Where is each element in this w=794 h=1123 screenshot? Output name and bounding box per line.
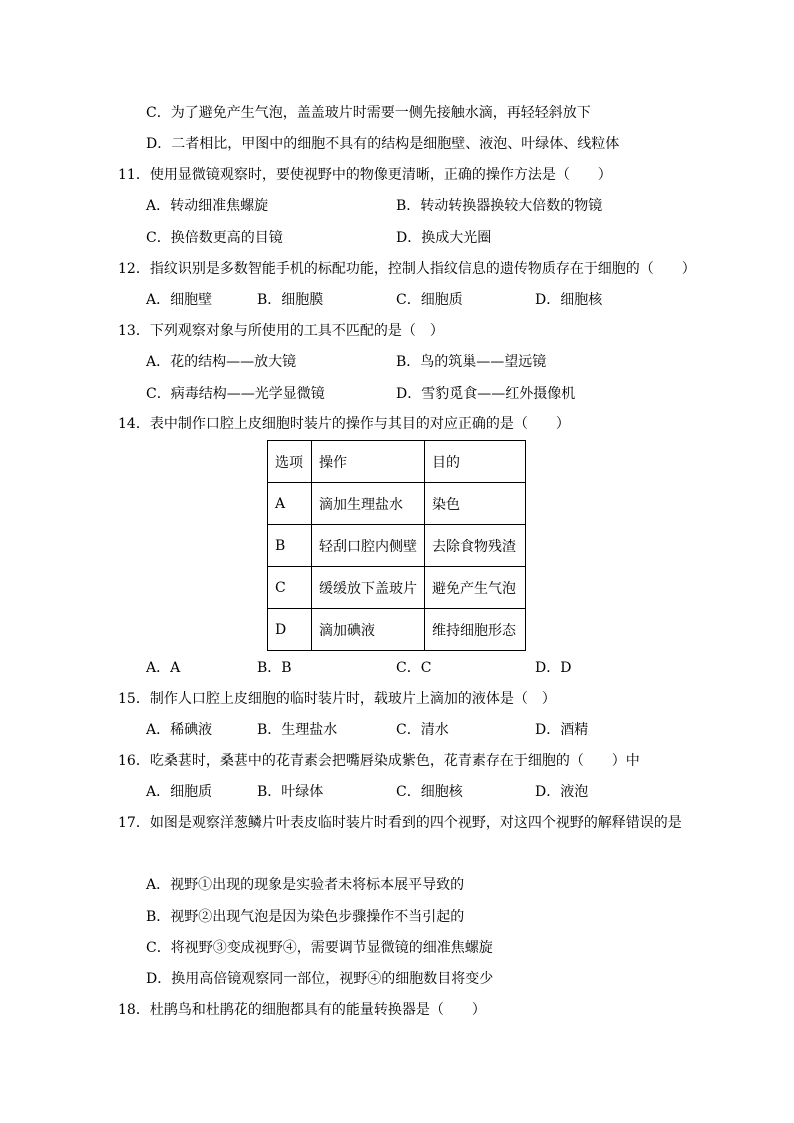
q15-option-d: D．酒精 [535,722,589,738]
q10-option-c: C．为了避免产生气泡，盖盖玻片时需要一侧先接触水滴，再轻轻斜放下 [146,105,591,121]
q11-options-row1 [146,196,706,216]
q16-options [146,782,706,802]
q16-option-c: C．细胞核 [396,784,463,800]
q12-option-d: D．细胞核 [535,292,603,308]
q12-option-a: A．细胞壁 [146,292,213,308]
q16-option-a: A．细胞质 [146,784,213,800]
q14-option-b: B．B [257,660,292,676]
q14-option-a: A．A [146,660,181,676]
table-cell: 轻刮口腔内侧壁 [312,525,425,567]
q12-option-b: B．细胞膜 [257,292,324,308]
q17-option-b: B．视野②出现气泡是因为染色步骤操作不当引起的 [146,909,465,925]
table-cell: 维持细胞形态 [425,609,526,651]
table-row [268,525,526,567]
q14-option-d: D．D [535,660,572,676]
q14-option-c: C．C [396,660,432,676]
table-cell: 缓缓放下盖玻片 [312,567,425,609]
table-cell: 去除食物残渣 [425,525,526,567]
table-row [268,567,526,609]
q13-option-a: A．花的结构——放大镜 [146,354,297,370]
table-cell: 染色 [425,483,526,525]
q13-option-b: B．鸟的筑巢——望远镜 [396,354,547,370]
q12-option-c: C．细胞质 [396,292,463,308]
q16-stem: 16．吃桑葚时，桑葚中的花青素会把嘴唇染成紫色，花青素存在于细胞的（ ）中 [118,753,640,769]
q15-option-a: A．稀碘液 [146,722,213,738]
q13-option-c: C．病毒结构——光学显微镜 [146,386,325,402]
table-row [268,609,526,651]
q13-options-row1 [146,352,706,372]
q11-option-b: B．转动转换器换较大倍数的物镜 [396,198,603,214]
q13-option-d: D．雪豹觅食——红外摄像机 [396,386,576,402]
table-row [268,483,526,525]
q15-options [146,720,706,740]
table-cell: 滴加碘液 [312,609,425,651]
table-cell: A [268,483,312,525]
q16-option-b: B．叶绿体 [257,784,324,800]
q12-options [146,290,706,310]
q14-table [267,440,526,651]
q13-stem: 13．下列观察对象与所使用的工具不匹配的是（ ） [118,323,444,339]
q16-option-d: D．液泡 [535,784,589,800]
q18-stem: 18．杜鹃鸟和杜鹃花的细胞都具有的能量转换器是（ ） [118,1002,486,1018]
table-header-row [268,441,526,483]
q14-options [146,658,706,678]
table-header-cell: 目的 [425,441,526,483]
table-cell: 滴加生理盐水 [312,483,425,525]
table-header-cell: 选项 [268,441,312,483]
q11-stem: 11．使用显微镜观察时，要使视野中的物像更清晰，正确的操作方法是（ ） [118,167,612,183]
q17-option-d: D．换用高倍镜观察同一部位，视野④的细胞数目将变少 [146,971,494,987]
table-cell: D [268,609,312,651]
q12-stem: 12．指纹识别是多数智能手机的标配功能，控制人指纹信息的遗传物质存在于细胞的（ ） [118,261,696,277]
q11-option-d: D．换成大光圈 [396,230,492,246]
q10-option-d: D．二者相比，甲图中的细胞不具有的结构是细胞壁、液泡、叶绿体、线粒体 [146,136,620,152]
q15-stem: 15．制作人口腔上皮细胞的临时装片时，载玻片上滴加的液体是（ ） [118,691,556,707]
q13-options-row2 [146,384,706,404]
table-header-cell: 操作 [312,441,425,483]
q17-option-a: A．视野①出现的现象是实验者未将标本展平导致的 [146,877,465,893]
q11-option-c: C．换倍数更高的目镜 [146,230,283,246]
q17-option-c: C．将视野③变成视野④，需要调节显微镜的细准焦螺旋 [146,940,493,956]
q17-stem: 17．如图是观察洋葱鳞片叶表皮临时装片时看到的四个视野，对这四个视野的解释错误的是 [118,815,682,831]
q11-options-row2 [146,228,706,248]
table-cell: C [268,567,312,609]
table-cell: 避免产生气泡 [425,567,526,609]
q11-option-a: A．转动细准焦螺旋 [146,198,269,214]
table-cell: B [268,525,312,567]
q15-option-b: B．生理盐水 [257,722,338,738]
q15-option-c: C．清水 [396,722,449,738]
q14-stem: 14．表中制作口腔上皮细胞时装片的操作与其目的对应正确的是（ ） [118,416,570,432]
